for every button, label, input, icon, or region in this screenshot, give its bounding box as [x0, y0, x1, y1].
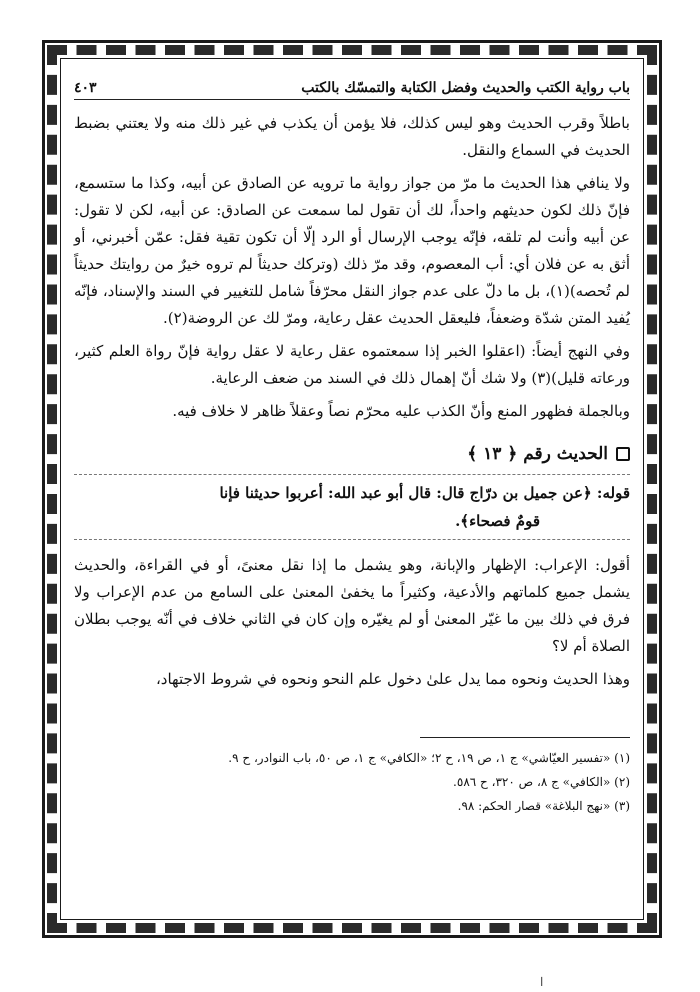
footnote: (٢) «الكافي» ج ٨، ص ٣٢٠، ح ٥٨٦.: [453, 775, 630, 789]
footnote: (٣) «نهج البلاغة» قصار الحكم: ٩٨.: [457, 799, 630, 813]
hadith-heading-text: الحديث رقم ﴿ ١٣ ﴾: [467, 444, 608, 464]
paragraph: وبالجملة فظهور المنع وأنّ الكذب عليه محرّم نصاً وعقلاً ظاهر لا خلاف فيه.: [172, 402, 630, 420]
footnote: (١) «تفسير العيّاشي» ج ١، ص ١٩، ح ٢؛ «الكافي» ج ١، ص ٥٠، باب النوادر، ح ٩.: [228, 751, 630, 765]
commentary-paragraph: وهذا الحديث ونحوه مما يدل علىٰ دخول علم النحو ونحوه في شروط الاجتهاد،: [155, 670, 630, 688]
paragraph: باطلاً وقرب الحديث وهو ليس كذلك، فلا يؤمن أن يكذب في غير ذلك منه ولا يعتني بضبط الحديث في السماع والنقل.: [74, 114, 630, 159]
page-content: [74, 80, 630, 818]
hadith-quote-line: قومٌ فصحاء﴾.: [455, 512, 540, 530]
hadith-quote: [74, 474, 630, 540]
square-bullet-icon: [616, 447, 630, 461]
commentary-paragraph: أقول: الإعراب: الإظهار والإبانة، وهو يشمل ما إذا نقل معنىً، أو في القراءة، والحديث يشمل جميع كلماتهم والأدعية، وكثيراً ما يخفىٰ المعنىٰ على السامع من عدم الإعراب ولا فرق في ذلك بين ما غيّر المعنىٰ أو لم يغيّره وإن كان في الثاني خلاف في أنّه يوجب بطلان الصلاة أم لا؟: [74, 556, 630, 655]
hadith-heading: [74, 443, 630, 464]
bottom-mark: ا: [540, 975, 544, 989]
footnote-separator: [420, 737, 630, 738]
paragraph: ولا ينافي هذا الحديث ما مرّ من جواز رواية ما ترويه عن الصادق عن أبيه، وكذا ما ستسمع، فإنّ ذلك لكون حديثهم واحداً، لك أن تقول لما سمعت عن الصادق: عن أبيه، لكن لا تقول: عن أبيه وأنت لم تلقه، فإنّه يوجب الإرسال أو الرد إلّا أن تكون تقية فقل: عمّن أخبرني، أو أثق به عن فلان أي: أب المعصوم، وقد مرّ ذلك (وتركك حديثاً لم تروه خيرٌ من روايتك حديثاً لم تُحصه)(١)، بل ما دلّ على عدم جواز النقل محرّفاً شامل للتغيير في السند والإسناد، فإنّه يُفيد المتن شدّة وضعفاً، فليعقل الحديث عقل رعاية، ومرّ لك عن الروضة(٢).: [74, 174, 630, 327]
page-number: ٤٠٣: [74, 80, 97, 96]
header-title: باب رواية الكتب والحديث وفضل الكتابة والتمسّك بالكتب: [301, 80, 630, 96]
running-header: [74, 80, 630, 100]
paragraph: وفي النهج أيضاً: (اعقلوا الخبر إذا سمعتموه عقل رعاية لا عقل رواية فإنّ رواة العلم كثير، ورعاته قليل)(٣) ولا شك أنّ إهمال ذلك في السند من ضعف الرعاية.: [74, 342, 630, 387]
hadith-quote-line: قوله: ﴿عن جميل بن درّاج قال: قال أبو عبد الله: أعربوا حديثنا فإنا: [219, 484, 630, 502]
